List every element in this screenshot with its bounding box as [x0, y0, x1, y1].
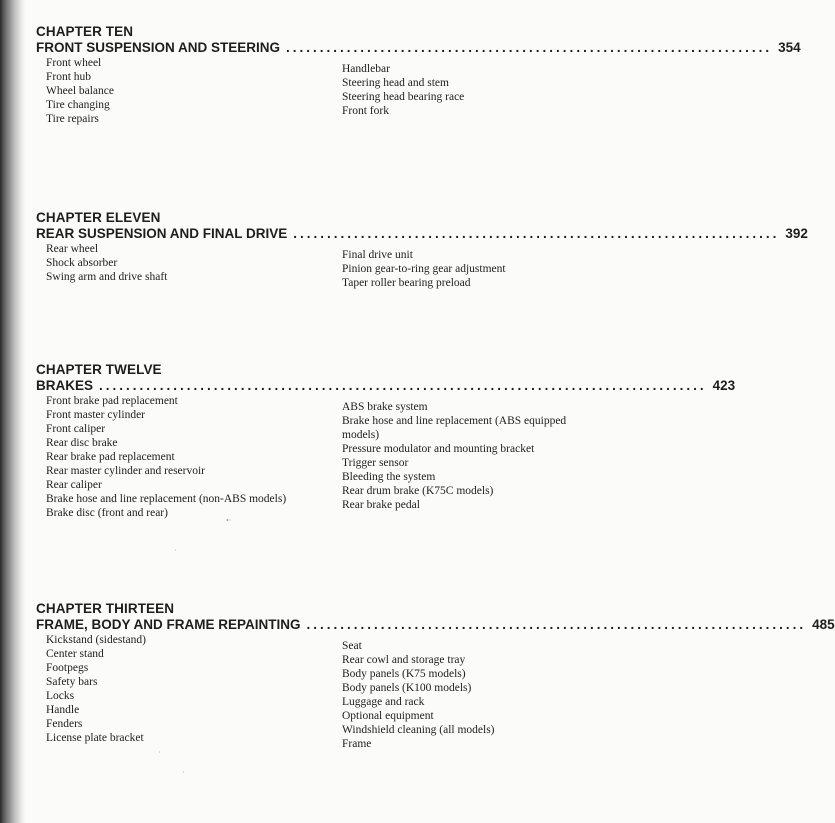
- chapter-thirteen: [36, 601, 835, 751]
- topic-columns: [36, 394, 584, 520]
- chapter-label: CHAPTER TWELVE: [36, 362, 162, 377]
- chapter-title: BRAKES: [36, 378, 94, 393]
- topic-item: Shock absorber: [46, 257, 118, 269]
- chapter-label: CHAPTER ELEVEN: [36, 210, 161, 225]
- topic-item: Front master cylinder: [46, 409, 146, 421]
- topic-item: Brake disc (front and rear): [46, 507, 168, 519]
- topic-list-left: [36, 633, 342, 751]
- topic-item: Trigger sensor: [342, 457, 409, 469]
- topic-list-left: [36, 394, 342, 520]
- topic-item: Rear cowl and storage tray: [342, 654, 466, 666]
- topic-item: Final drive unit: [342, 249, 413, 261]
- chapter-title: FRAME, BODY AND FRAME REPAINTING: [36, 617, 301, 632]
- topic-item: Tire changing: [46, 99, 110, 111]
- topic-item: Taper roller bearing preload: [342, 277, 471, 289]
- topic-item: Front fork: [342, 105, 389, 117]
- page-number: 485: [812, 617, 835, 632]
- topic-list-right: [342, 639, 584, 751]
- dot-leader: ........................................................................: [293, 226, 780, 241]
- toc-entry-row: [36, 40, 801, 56]
- topic-item: Fenders: [46, 718, 83, 730]
- topic-item: Body panels (K75 models): [342, 668, 466, 680]
- topic-columns: [36, 633, 584, 751]
- dot-leader: ..........................................................................: [306, 617, 807, 632]
- topic-list-right: [342, 248, 584, 290]
- topic-item: Kickstand (sidestand): [46, 634, 146, 646]
- topic-item: Rear disc brake: [46, 437, 118, 449]
- scan-speck: ·: [174, 546, 177, 555]
- topic-item: Steering head bearing race: [342, 91, 465, 103]
- topic-item: Steering head and stem: [342, 77, 449, 89]
- topic-item: Windshield cleaning (all models): [342, 724, 495, 736]
- topic-item: Luggage and rack: [342, 696, 425, 708]
- dot-leader: ..........................................................................................: [99, 378, 707, 393]
- chapter-label: CHAPTER THIRTEEN: [36, 601, 175, 616]
- chapter-label: CHAPTER TEN: [36, 24, 134, 39]
- topic-item: Handle: [46, 704, 80, 716]
- topic-item: Body panels (K100 models): [342, 682, 472, 694]
- topic-item: Optional equipment: [342, 710, 434, 722]
- chapter-eleven: [36, 210, 808, 290]
- scan-speck: ·: [158, 748, 161, 757]
- scan-speck: ·: [182, 768, 185, 777]
- dot-leader: ........................................................................: [286, 40, 773, 55]
- topic-item: Front wheel: [46, 57, 102, 69]
- topic-list-left: [36, 242, 342, 290]
- page-number: 354: [778, 40, 801, 55]
- topic-item: ABS brake system: [342, 401, 428, 413]
- topic-list-left: [36, 56, 342, 126]
- topic-item: Rear master cylinder and reservoir: [46, 465, 206, 477]
- topic-list-right: [342, 62, 584, 126]
- chapter-ten: [36, 24, 801, 126]
- page-binding-shadow: [0, 0, 26, 823]
- scan-speck: •·: [226, 516, 232, 525]
- topic-columns: [36, 56, 584, 126]
- topic-item: Front caliper: [46, 423, 106, 435]
- topic-item: Rear caliper: [46, 479, 102, 491]
- chapter-title: FRONT SUSPENSION AND STEERING: [36, 40, 281, 55]
- topic-list-right: [342, 400, 584, 520]
- toc-entry-row: [36, 378, 736, 394]
- topic-item: Handlebar: [342, 63, 390, 75]
- topic-item: Safety bars: [46, 676, 98, 688]
- topic-item: Rear drum brake (K75C models): [342, 485, 494, 497]
- topic-item: License plate bracket: [46, 732, 144, 744]
- topic-item: Brake hose and line replacement (non-ABS models): [46, 493, 287, 505]
- topic-item: Brake hose and line replacement (ABS equipped models): [342, 415, 567, 441]
- topic-item: Seat: [342, 640, 362, 652]
- topic-item: Pinion gear-to-ring gear adjustment: [342, 263, 506, 275]
- chapter-twelve: [36, 362, 736, 520]
- page-number: 423: [712, 378, 736, 393]
- topic-item: Swing arm and drive shaft: [46, 271, 168, 283]
- topic-columns: [36, 242, 584, 290]
- page-number: 392: [785, 226, 808, 241]
- topic-item: Wheel balance: [46, 85, 114, 97]
- topic-item: Locks: [46, 690, 75, 702]
- toc-entry-row: [36, 226, 808, 242]
- toc-entry-row: [36, 617, 835, 633]
- topic-item: Pressure modulator and mounting bracket: [342, 443, 535, 455]
- topic-item: Rear brake pedal: [342, 499, 420, 511]
- topic-item: Tire repairs: [46, 113, 99, 125]
- topic-item: Center stand: [46, 648, 104, 660]
- topic-item: Rear brake pad replacement: [46, 451, 175, 463]
- topic-item: Rear wheel: [46, 243, 99, 255]
- topic-item: Footpegs: [46, 662, 89, 674]
- topic-item: Bleeding the system: [342, 471, 436, 483]
- topic-item: Frame: [342, 738, 372, 750]
- topic-item: Front brake pad replacement: [46, 395, 178, 407]
- chapter-title: REAR SUSPENSION AND FINAL DRIVE: [36, 226, 288, 241]
- topic-item: Front hub: [46, 71, 92, 83]
